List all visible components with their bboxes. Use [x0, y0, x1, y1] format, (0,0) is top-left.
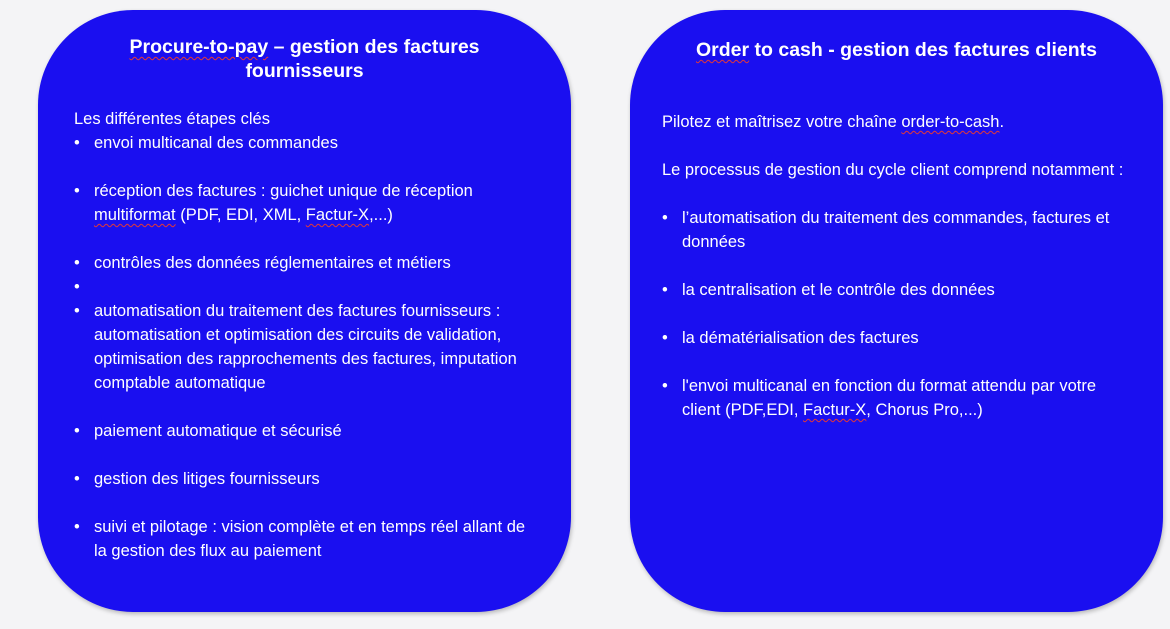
- procure-to-pay-card: [38, 10, 571, 612]
- bullet-icon: •: [74, 470, 80, 488]
- list-spacer: [74, 155, 534, 179]
- spellcheck-underlined-word: multiformat: [94, 206, 176, 224]
- list-item: [74, 299, 534, 395]
- bullet-icon: •: [662, 209, 668, 227]
- list-spacer: [74, 395, 534, 419]
- order-to-cash-title: Order to cash - gestion des factures clients: [696, 39, 1097, 61]
- list-item-text: paiement automatique et sécurisé: [94, 422, 342, 440]
- bullet-icon: •: [74, 182, 80, 200]
- list-item-text: gestion des litiges fournisseurs: [94, 470, 320, 488]
- list-item: [662, 206, 1137, 254]
- order-to-cash-process-text: Le processus de gestion du cycle client comprend notamment :: [662, 161, 1124, 179]
- bullet-icon: •: [74, 302, 80, 320]
- procure-to-pay-intro: Les différentes étapes clés: [74, 110, 270, 128]
- list-item-text: l’automatisation du traitement des commandes, factures et données: [682, 209, 1110, 251]
- spellcheck-underlined-word: Factur-X: [305, 206, 370, 224]
- list-spacer: [662, 350, 1137, 374]
- spellcheck-underlined-word: Procure-to-pay: [129, 36, 269, 58]
- list-spacer: [74, 443, 534, 467]
- bullet-icon: •: [74, 518, 80, 536]
- list-item-text: réception des factures : guichet unique de réception multiformat (PDF, EDI, XML, Factur-X,...): [94, 182, 473, 224]
- procure-to-pay-steps-list: [74, 131, 534, 563]
- order-to-cash-card: [630, 10, 1163, 612]
- spellcheck-underlined-word: order-to-cash: [901, 113, 1000, 131]
- order-to-cash-body: [662, 110, 1137, 422]
- bullet-icon: •: [662, 329, 668, 347]
- bullet-icon: •: [662, 281, 668, 299]
- paragraph-spacer: [662, 134, 1137, 158]
- list-item: [662, 278, 1137, 302]
- order-to-cash-list: [662, 206, 1137, 422]
- list-item-text: suivi et pilotage : vision complète et en temps réel allant de la gestion des flux au paiement: [94, 518, 526, 560]
- list-item: [662, 374, 1137, 422]
- list-item: [662, 326, 1137, 350]
- list-spacer: [74, 491, 534, 515]
- list-spacer: [74, 227, 534, 251]
- procure-to-pay-body: [74, 107, 534, 563]
- list-spacer: [662, 254, 1137, 278]
- spellcheck-underlined-word: Order: [696, 39, 750, 61]
- bullet-icon: •: [74, 254, 80, 272]
- list-item: [74, 179, 534, 227]
- list-item-text: contrôles des données réglementaires et métiers: [94, 254, 451, 272]
- list-item-text: la centralisation et le contrôle des données: [682, 281, 995, 299]
- bullet-icon: •: [74, 422, 80, 440]
- bullet-icon: •: [74, 134, 80, 152]
- spellcheck-underlined-word: Factur-X: [803, 401, 867, 419]
- list-spacer: [662, 302, 1137, 326]
- list-item: [74, 131, 534, 155]
- list-item: [74, 467, 534, 491]
- list-item: [74, 275, 534, 299]
- procure-to-pay-title: Procure-to-pay – gestion des factures fournisseurs: [129, 36, 480, 82]
- bullet-icon: •: [662, 377, 668, 395]
- list-item: [74, 419, 534, 443]
- list-item-text: envoi multicanal des commandes: [94, 134, 338, 152]
- list-item-text: automatisation du traitement des factures fournisseurs : automatisation et optimisation des circuits de validation, optimisation des rapprochements des factures, imputation comptable automatique: [94, 302, 517, 392]
- list-item: [74, 515, 534, 563]
- list-item-text: l'envoi multicanal en fonction du format attendu par votre client (PDF,EDI, Factur-X, Chorus Pro,...): [682, 377, 1097, 419]
- bullet-icon: •: [74, 278, 80, 296]
- list-item: [74, 251, 534, 275]
- paragraph-spacer: [662, 182, 1137, 206]
- list-item-text: la dématérialisation des factures: [682, 329, 919, 347]
- order-to-cash-intro: Pilotez et maîtrisez votre chaîne order-to-cash.: [662, 113, 1005, 131]
